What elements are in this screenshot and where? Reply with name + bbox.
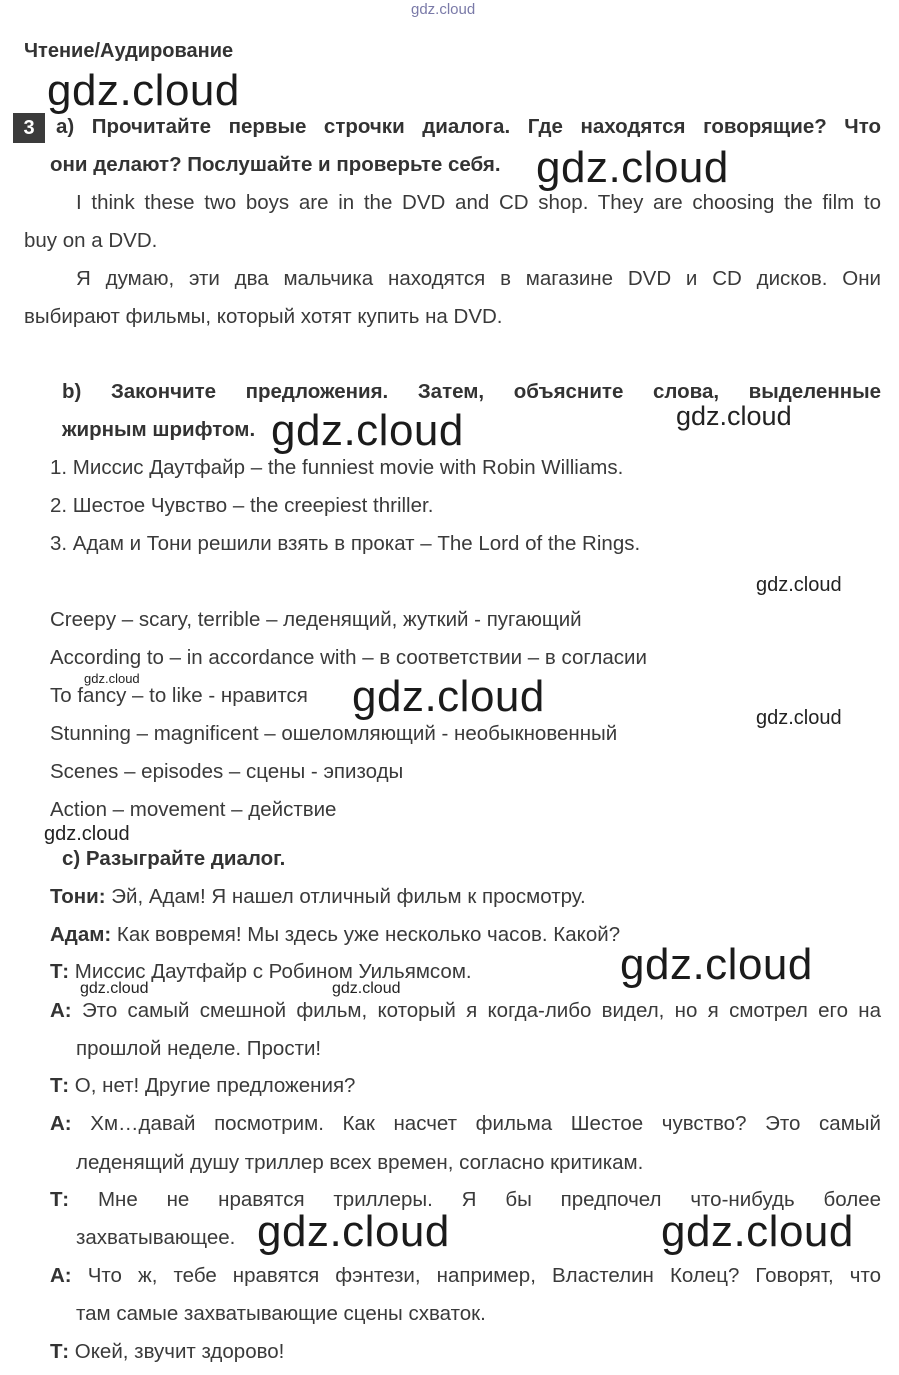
- dialog-text: Что ж, тебе нравятся фэнтези, например, Властелин Колец? Говорят, что: [71, 1264, 881, 1287]
- task-b-item-1: 1. Миссис Даутфайр – the funniest movie with Robin Williams.: [50, 456, 624, 479]
- dialog-line-1: [50, 878, 586, 916]
- dialog-line-4: [50, 992, 881, 1030]
- dialog-speaker: Т:: [50, 1074, 70, 1097]
- task-a-heading-line1: a) Прочитайте первые строчки диалога. Где находятся говорящие? Что: [56, 115, 881, 138]
- watermark-13: gdz.cloud: [257, 1207, 450, 1256]
- watermark-8: gdz.cloud: [756, 707, 842, 729]
- dialog-line-5: [50, 1067, 355, 1105]
- task-a-russian-line2: выбирают фильмы, который хотят купить на DVD.: [24, 305, 503, 328]
- watermark-6: gdz.cloud: [84, 671, 140, 686]
- dialog-line-9: [50, 1333, 284, 1371]
- watermark-12: gdz.cloud: [332, 980, 401, 997]
- task-a-russian-line1: Я думаю, эти два мальчика находятся в магазине DVD и CD дисков. Они: [76, 267, 881, 290]
- vocab-item-4: Stunning – magnificent – ошеломляющий - необыкновенный: [50, 722, 618, 745]
- dialog-speaker: Адам:: [50, 923, 112, 946]
- dialog-line-4-cont: прошлой неделе. Прости!: [76, 1037, 322, 1060]
- task-a-heading-line2: они делают? Послушайте и проверьте себя.: [50, 153, 501, 176]
- vocab-item-3: To fancy – to like - нравится: [50, 684, 308, 707]
- dialog-speaker: Т:: [50, 1340, 70, 1363]
- watermark-5: gdz.cloud: [756, 574, 842, 596]
- dialog-line-6: [50, 1105, 881, 1143]
- vocab-item-5: Scenes – episodes – сцены - эпизоды: [50, 760, 404, 783]
- dialog-line-6-cont: леденящий душу триллер всех времен, согласно критикам.: [76, 1151, 644, 1174]
- exercise-number-badge: 3: [13, 113, 45, 143]
- section-title: Чтение/Аудирование: [24, 40, 234, 62]
- watermark-3: gdz.cloud: [271, 406, 464, 455]
- watermark-top: gdz.cloud: [411, 1, 476, 18]
- task-b-item-3: 3. Адам и Тони решили взять в прокат – The Lord of the Rings.: [50, 532, 641, 555]
- task-a-english-line1: I think these two boys are in the DVD and CD shop. They are choosing the film to: [76, 191, 881, 214]
- dialog-speaker: А:: [50, 1264, 72, 1287]
- watermark-4: gdz.cloud: [676, 401, 792, 431]
- watermark-14: gdz.cloud: [661, 1207, 854, 1256]
- dialog-text: Миссис Даутфайр с Робином Уильямсом.: [69, 960, 472, 983]
- task-c-heading: c) Разыграйте диалог.: [62, 847, 286, 870]
- watermark-10: gdz.cloud: [620, 940, 813, 989]
- dialog-line-8: [50, 1257, 881, 1295]
- watermark-1: gdz.cloud: [47, 66, 240, 115]
- dialog-line-3: [50, 953, 472, 991]
- dialog-line-7-cont: захватывающее.: [76, 1226, 236, 1249]
- dialog-text: Эй, Адам! Я нашел отличный фильм к просмотру.: [105, 885, 586, 908]
- watermark-11: gdz.cloud: [80, 980, 149, 997]
- watermark-2: gdz.cloud: [536, 143, 729, 192]
- dialog-text: Окей, звучит здорово!: [69, 1340, 285, 1363]
- dialog-speaker: Т:: [50, 960, 70, 983]
- dialog-text: Как вовремя! Мы здесь уже несколько часов. Какой?: [111, 923, 621, 946]
- watermark-9: gdz.cloud: [44, 823, 130, 845]
- dialog-line-8-cont: там самые захватывающие сцены схваток.: [76, 1302, 486, 1325]
- task-b-heading-line2: жирным шрифтом.: [62, 418, 256, 441]
- task-b-item-2: 2. Шестое Чувство – the creepiest thriller.: [50, 494, 434, 517]
- dialog-speaker: Тони:: [50, 885, 106, 908]
- dialog-text: Это самый смешной фильм, который я когда-либо видел, но я смотрел его на: [71, 999, 881, 1022]
- watermark-7: gdz.cloud: [352, 672, 545, 721]
- vocab-item-6: Action – movement – действие: [50, 798, 337, 821]
- dialog-text: Мне не нравятся триллеры. Я бы предпочел что-нибудь более: [69, 1188, 881, 1211]
- vocab-item-2: According to – in accordance with – в соответствии – в согласии: [50, 646, 647, 669]
- task-a-english-line2: buy on a DVD.: [24, 229, 158, 252]
- dialog-line-7: [50, 1181, 881, 1219]
- task-b-heading-line1: b) Закончите предложения. Затем, объясните слова, выделенные: [62, 380, 881, 403]
- dialog-text: Хм…давай посмотрим. Как насчет фильма Шестое чувство? Это самый: [71, 1112, 881, 1135]
- dialog-speaker: Т:: [50, 1188, 70, 1211]
- dialog-speaker: А:: [50, 999, 72, 1022]
- dialog-line-2: [50, 916, 620, 954]
- dialog-speaker: А:: [50, 1112, 72, 1135]
- vocab-item-1: Creepy – scary, terrible – леденящий, жуткий - пугающий: [50, 608, 582, 631]
- dialog-text: О, нет! Другие предложения?: [69, 1074, 356, 1097]
